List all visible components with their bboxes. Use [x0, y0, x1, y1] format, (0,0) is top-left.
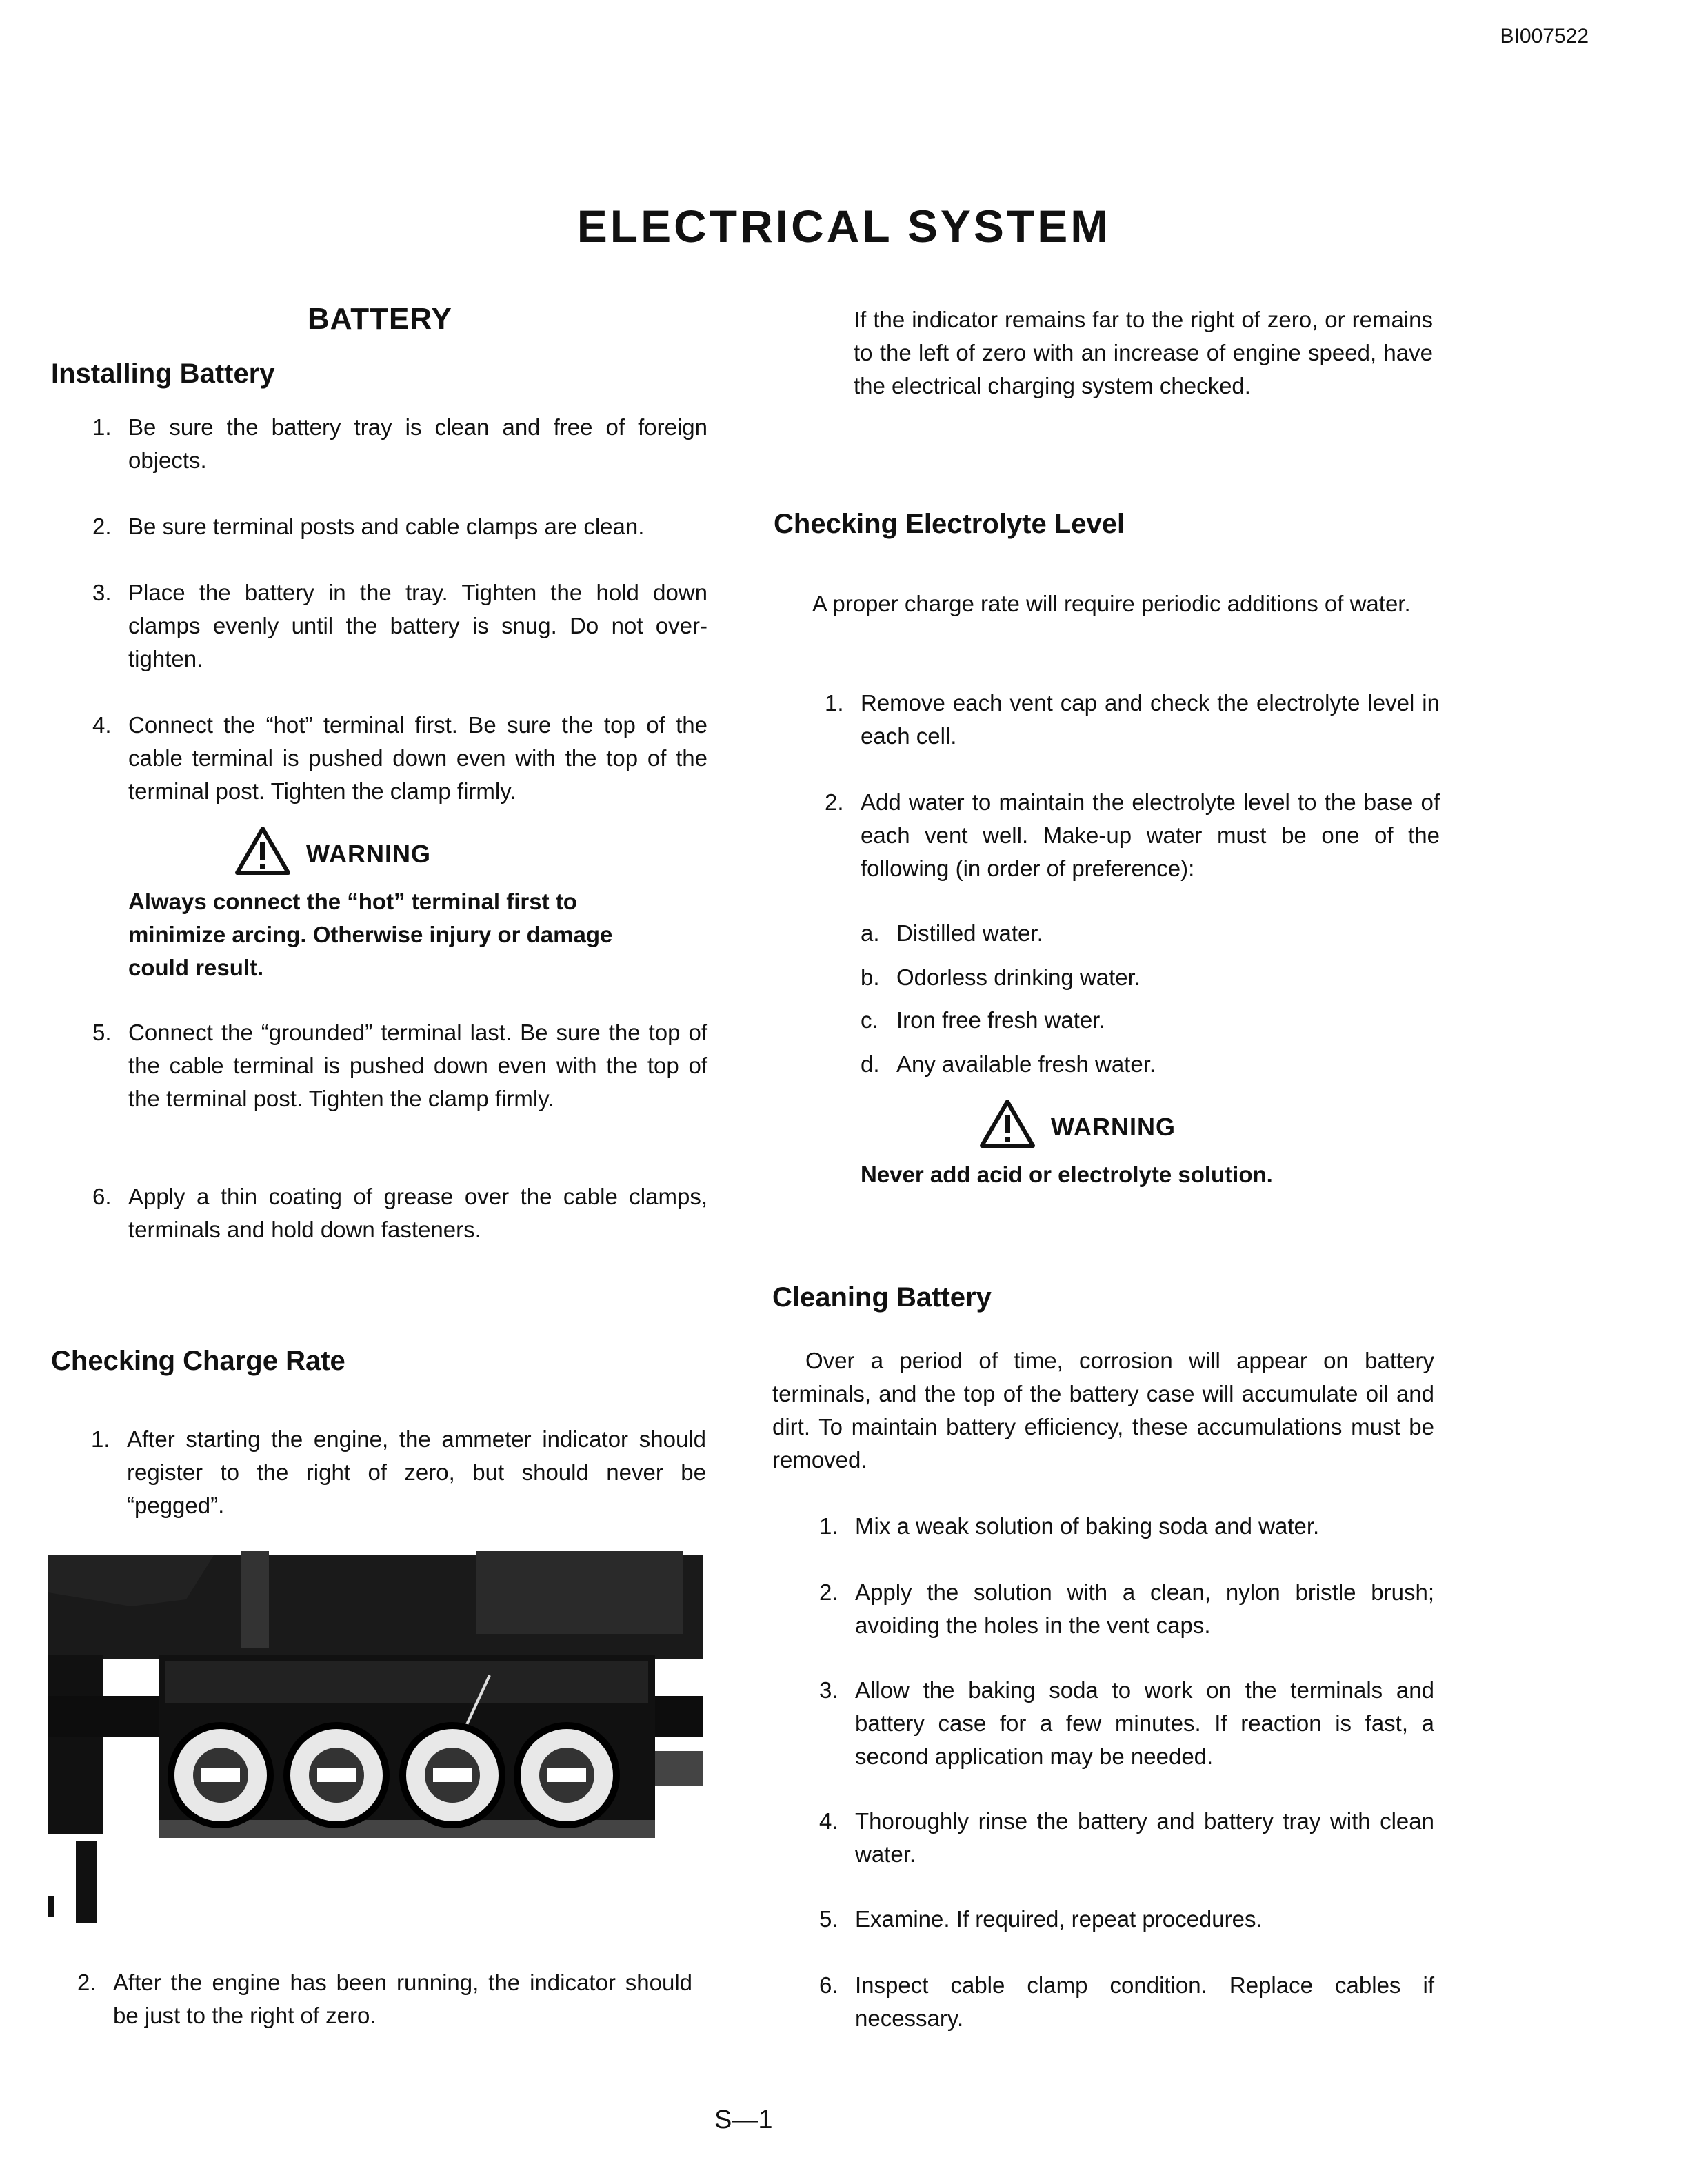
- option-text: Iron free fresh water.: [896, 1007, 1105, 1033]
- option-letter: d.: [861, 1051, 880, 1077]
- cleaning-step-5: [819, 1903, 1434, 1936]
- cleaning-step-4: [819, 1805, 1434, 1871]
- ammeter-dial-icon: [403, 1726, 502, 1825]
- gauge-dial-4-icon: [517, 1726, 616, 1825]
- charge-rate-step-1: [91, 1423, 706, 1522]
- instrument-panel-photo: [48, 1544, 703, 1923]
- step-text: Connect the “grounded” terminal last. Be sure the top of the cable terminal is pushed down even with the top of the terminal post. Tighten the clamp firmly.: [128, 1020, 707, 1111]
- step-number: 5.: [92, 1020, 112, 1045]
- step-text: Apply a thin coating of grease over the cable clamps, terminals and hold down fasteners.: [128, 1184, 707, 1242]
- step-number: 1.: [819, 1513, 838, 1539]
- installing-step-1: [92, 411, 707, 477]
- warning-triangle-icon: [979, 1099, 1036, 1155]
- warning-header: [234, 826, 431, 882]
- cleaning-step-6: [819, 1969, 1434, 2035]
- step-text: Inspect cable clamp condition. Replace cables if necessary.: [855, 1972, 1434, 2031]
- electrolyte-option-a: [861, 917, 1412, 950]
- warning-label: WARNING: [1051, 1112, 1176, 1141]
- step-number: 2.: [77, 1970, 97, 1995]
- step-number: 4.: [92, 712, 112, 738]
- option-text: Any available fresh water.: [896, 1051, 1156, 1077]
- installing-step-4: [92, 709, 707, 808]
- page-title: ELECTRICAL SYSTEM: [576, 201, 1112, 252]
- step-number: 5.: [819, 1906, 838, 1932]
- electrolyte-heading: Checking Electrolyte Level: [774, 509, 1125, 539]
- step-text: Remove each vent cap and check the electrolyte level in each cell.: [861, 690, 1440, 749]
- step-number: 1.: [91, 1426, 110, 1452]
- electrolyte-intro: A proper charge rate will require periodic additions of water.: [812, 591, 1411, 616]
- option-letter: c.: [861, 1007, 878, 1033]
- charge-rate-heading: Checking Charge Rate: [51, 1346, 345, 1376]
- step-number: 3.: [819, 1677, 838, 1703]
- step-number: 6.: [92, 1184, 112, 1209]
- electrolyte-step-2: [825, 786, 1440, 885]
- step-number: 1.: [825, 690, 844, 716]
- option-letter: a.: [861, 920, 880, 946]
- option-text: Distilled water.: [896, 920, 1043, 946]
- installing-step-5: [92, 1016, 707, 1115]
- option-letter: b.: [861, 964, 880, 990]
- warning-header: [979, 1099, 1176, 1155]
- installing-step-2: [92, 510, 707, 543]
- step-text: Examine. If required, repeat procedures.: [855, 1906, 1263, 1932]
- cleaning-step-2: [819, 1576, 1434, 1642]
- step-text: Apply the solution with a clean, nylon bristle brush; avoiding the holes in the vent caps.: [855, 1579, 1434, 1638]
- step-number: 1.: [92, 414, 112, 440]
- option-text: Odorless drinking water.: [896, 964, 1141, 990]
- battery-heading: BATTERY: [308, 302, 452, 336]
- warning-text: Never add acid or electrolyte solution.: [861, 1162, 1273, 1187]
- installing-step-6: [92, 1180, 707, 1246]
- cleaning-intro: Over a period of time, corrosion will appear on battery terminals, and the top of the battery case will accumulate oil and dirt. To maintain battery efficiency, these accumulations must be removed.: [772, 1348, 1434, 1473]
- step-text: Be sure the battery tray is clean and free of foreign objects.: [128, 414, 707, 473]
- step-text: After starting the engine, the ammeter indicator should register to the right of zero, but should never be “pegged”.: [127, 1426, 706, 1518]
- gauge-dial-1-icon: [171, 1726, 270, 1825]
- electrolyte-option-c: [861, 1004, 1412, 1037]
- charge-rate-note: If the indicator remains far to the right of zero, or remains to the left of zero with an increase of engine speed, have the electrical charging system checked.: [854, 307, 1433, 398]
- step-text: Connect the “hot” terminal first. Be sure the top of the cable terminal is pushed down even with the top of the terminal post. Tighten the clamp firmly.: [128, 712, 707, 804]
- cleaning-heading: Cleaning Battery: [772, 1282, 992, 1313]
- step-text: After the engine has been running, the indicator should be just to the right of zero.: [113, 1970, 692, 2028]
- step-text: Thoroughly rinse the battery and battery tray with clean water.: [855, 1808, 1434, 1867]
- warning-text: Always connect the “hot” terminal first to minimize arcing. Otherwise injury or damage could result.: [128, 889, 613, 980]
- electrolyte-step-1: [825, 687, 1440, 753]
- warning-triangle-icon: [234, 826, 291, 882]
- step-number: 2.: [819, 1579, 838, 1605]
- step-number: 3.: [92, 580, 112, 605]
- installing-step-3: [92, 576, 707, 676]
- electrolyte-option-d: [861, 1048, 1412, 1081]
- step-number: 4.: [819, 1808, 838, 1834]
- step-text: Place the battery in the tray. Tighten the hold down clamps evenly until the battery is snug. Do not over-tighten.: [128, 580, 707, 671]
- cleaning-step-1: [819, 1510, 1434, 1543]
- cleaning-step-3: [819, 1674, 1434, 1773]
- step-number: 6.: [819, 1972, 838, 1998]
- step-text: Be sure terminal posts and cable clamps are clean.: [128, 514, 645, 539]
- electrolyte-option-b: [861, 961, 1412, 994]
- step-text: Mix a weak solution of baking soda and water.: [855, 1513, 1320, 1539]
- gauge-dial-2-icon: [287, 1726, 386, 1825]
- step-text: Allow the baking soda to work on the terminals and battery case for a few minutes. If reaction is fast, a second application may be needed.: [855, 1677, 1434, 1769]
- warning-label: WARNING: [306, 839, 431, 868]
- step-number: 2.: [92, 514, 112, 539]
- installing-battery-heading: Installing Battery: [51, 358, 275, 389]
- step-text: Add water to maintain the electrolyte level to the base of each vent well. Make-up water must be one of the following (in order of preference):: [861, 789, 1440, 881]
- step-number: 2.: [825, 789, 844, 815]
- charge-rate-step-2: [77, 1966, 692, 2032]
- page-number: S—1: [714, 2105, 773, 2134]
- document-id: BI007522: [1500, 25, 1589, 48]
